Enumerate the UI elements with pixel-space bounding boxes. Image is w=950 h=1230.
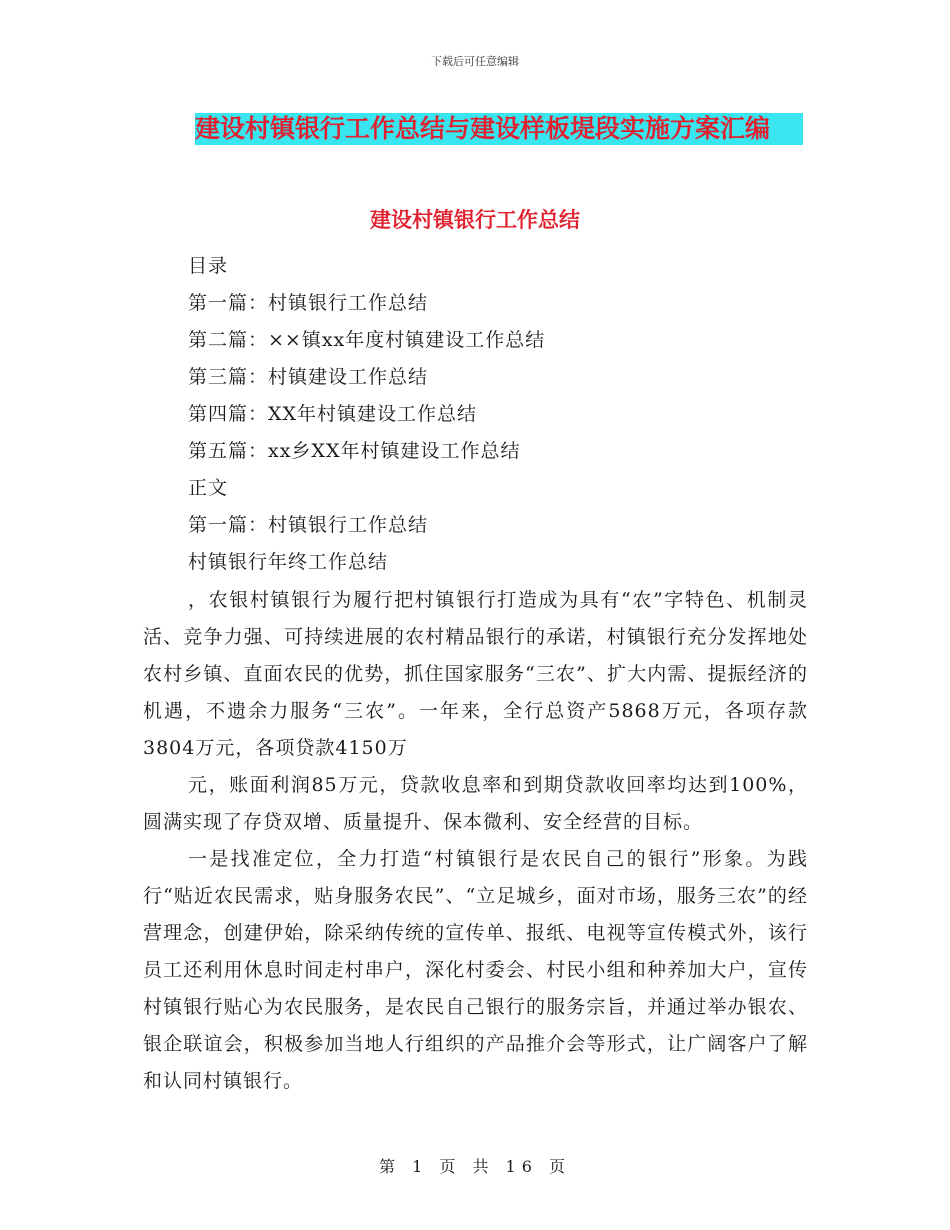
page-header-note: 下载后可任意编辑 — [431, 55, 519, 68]
toc-heading: 目录 — [188, 255, 229, 277]
table-of-contents — [188, 248, 828, 581]
toc-item: 第四篇：XX年村镇建设工作总结 — [188, 403, 478, 425]
page-number: 第 1 页 共 16 页 — [379, 1157, 571, 1176]
body-text — [143, 582, 808, 1100]
paragraph: 元，账面利润85万元，贷款收息率和到期贷款收回率均达到100%，圆满实现了存贷双增、质量提升、保本微利、安全经营的目标。 — [143, 774, 808, 833]
chapter-title: 第一篇：村镇银行工作总结 — [188, 514, 429, 536]
toc-item: 第五篇：xx乡XX年村镇建设工作总结 — [188, 440, 521, 462]
toc-item: 第二篇：××镇xx年度村镇建设工作总结 — [188, 329, 546, 351]
document-main-title: 建设村镇银行工作总结与建设样板堤段实施方案汇编 — [195, 113, 803, 145]
paragraph: 一是找准定位，全力打造“村镇银行是农民自己的银行”形象。为践行“贴近农民需求，贴身服务农民”、“立足城乡，面对市场，服务三农”的经营理念，创建伊始，除采纳传统的宣传单、报纸、电视等宣传模式外，该行员工还利用休息时间走村串户，深化村委会、村民小组和种养加大户，宣传村镇银行贴心为农民服务，是农民自己银行的服务宗旨，并通过举办银农、银企联谊会，积极参加当地人行组织的产品推介会等形式，让广阔客户了解和认同村镇银行。 — [143, 848, 808, 1092]
chapter-subtitle: 村镇银行年终工作总结 — [188, 551, 389, 573]
paragraph: ，农银村镇银行为履行把村镇银行打造成为具有“农”字特色、机制灵活、竞争力强、可持续进展的农村精品银行的承诺，村镇银行充分发挥地处农村乡镇、直面农民的优势，抓住国家服务“三农”、扩大内需、提振经济的机遇，不遗余力服务“三农”。一年来，全行总资产5868万元，各项存款3804万元，各项贷款4150万 — [143, 589, 808, 759]
body-heading: 正文 — [188, 477, 229, 499]
section-title: 建设村镇银行工作总结 — [370, 208, 580, 232]
toc-item: 第三篇：村镇建设工作总结 — [188, 366, 429, 388]
toc-item: 第一篇：村镇银行工作总结 — [188, 292, 429, 314]
